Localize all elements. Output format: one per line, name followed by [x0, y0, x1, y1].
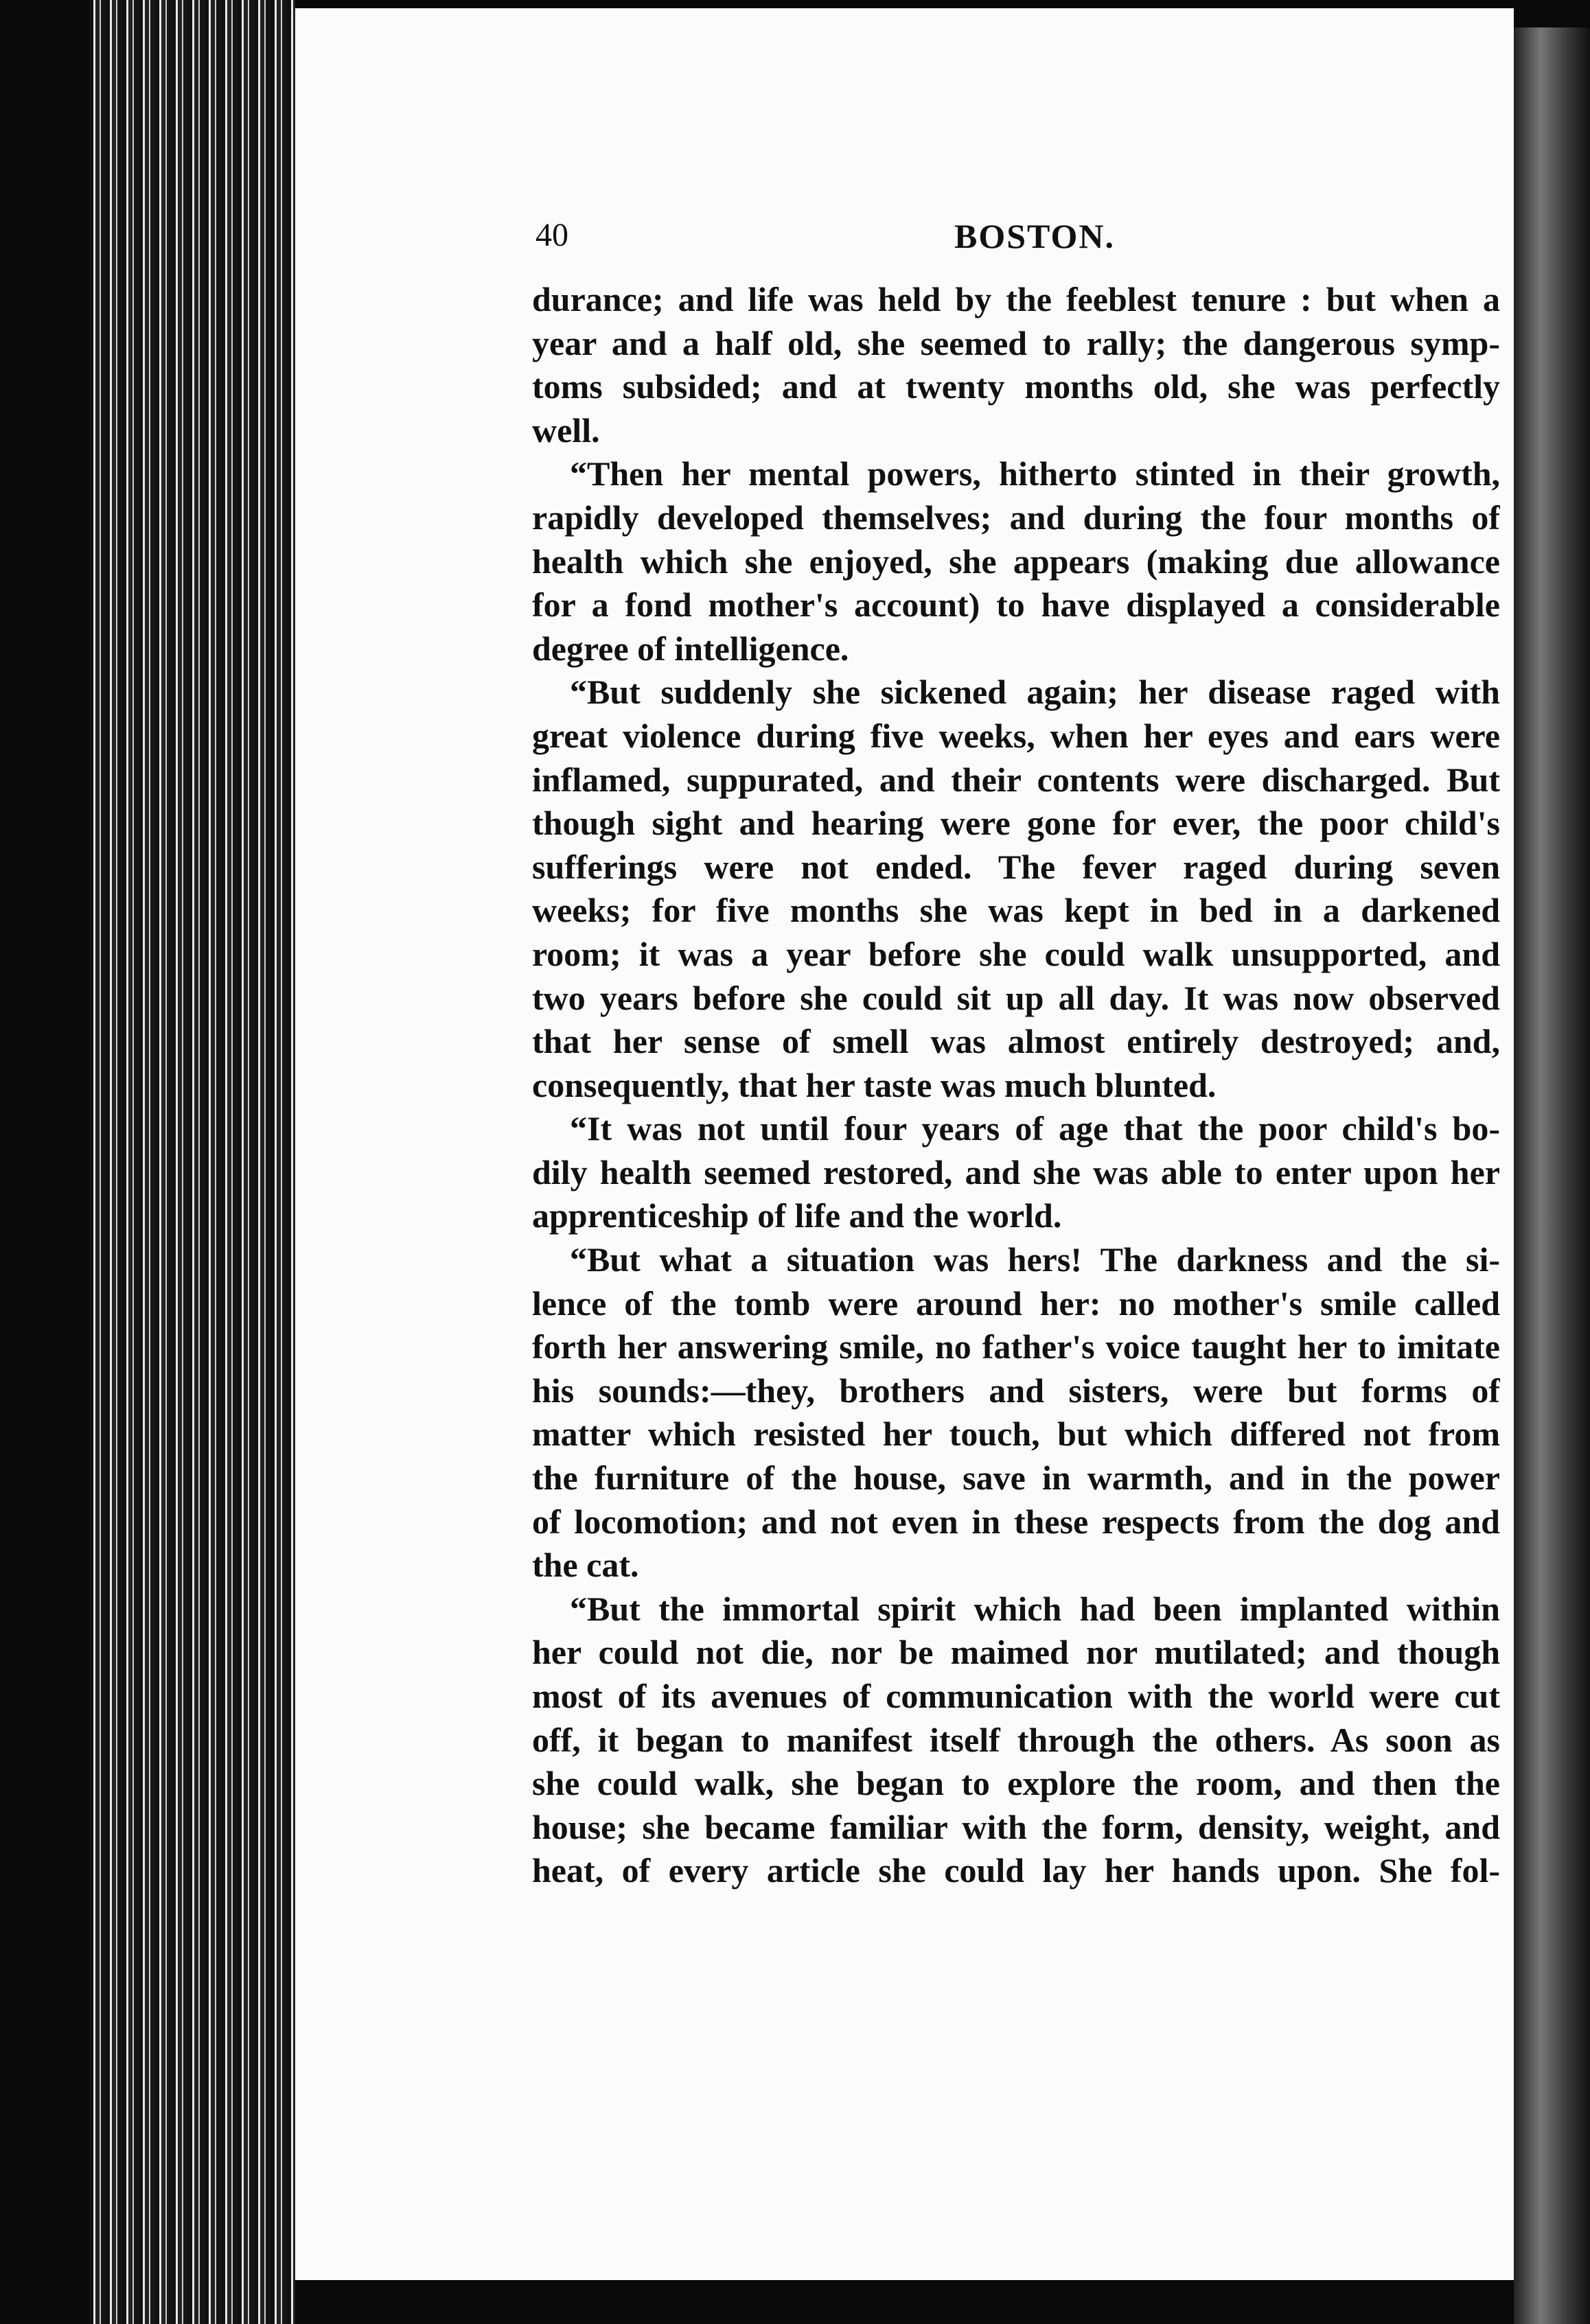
text-line: “Then her mental powers, hitherto stinted in their growth,	[570, 454, 1500, 493]
text-line: though sight and hearing were gone for ever, the poor child's	[532, 804, 1500, 843]
text-line: of locomotion; and not even in these respects from the dog and	[532, 1502, 1500, 1541]
book-binding-edge	[1514, 27, 1590, 2324]
text-line: durance; and life was held by the feeblest tenure : but when a	[532, 280, 1500, 318]
text-line: that her sense of smell was almost entirely destroyed; and,	[532, 1022, 1500, 1061]
text-line: for a fond mother's account) to have displayed a considerable	[532, 585, 1500, 625]
text-line: lence of the tomb were around her: no mother's smile called	[532, 1283, 1500, 1323]
text-line: “But the immortal spirit which had been implanted within	[570, 1589, 1500, 1628]
text-line: her could not die, nor be maimed nor mutilated; and though	[532, 1633, 1500, 1672]
text-line: “It was not until four years of age that the poor child's bo-	[570, 1109, 1500, 1148]
text-line: “But what a situation was hers! The darkness and the si-	[570, 1240, 1500, 1279]
text-line: two years before she could sit up all day. It was now observed	[532, 978, 1500, 1017]
page-header	[535, 216, 1510, 257]
text-line: health which she enjoyed, she appears (making due allowance	[532, 542, 1500, 581]
text-line: great violence during five weeks, when her eyes and ears were	[532, 716, 1500, 755]
text-line: “But suddenly she sickened again; her disease raged with	[570, 673, 1500, 712]
text-line: matter which resisted her touch, but which differed not from	[532, 1415, 1500, 1454]
text-line: she could walk, she began to explore the room, and then the	[532, 1764, 1500, 1803]
text-line: inflamed, suppurated, and their contents were discharged. But	[532, 760, 1500, 799]
text-line: off, it began to manifest itself through the others. As soon as	[532, 1720, 1500, 1759]
text-line: house; she became familiar with the form, density, weight, and	[532, 1807, 1500, 1846]
body-text	[532, 278, 1500, 1893]
text-line: apprenticeship of life and the world.	[532, 1196, 1062, 1235]
page-number: 40	[535, 217, 568, 253]
text-line: consequently, that her taste was much blunted.	[532, 1065, 1217, 1104]
book-page-edges	[89, 0, 295, 2324]
text-line: room; it was a year before she could walk unsupported, and	[532, 934, 1500, 973]
text-line: the cat.	[532, 1546, 639, 1585]
text-line: sufferings were not ended. The fever raged during seven	[532, 847, 1500, 886]
text-line: his sounds:—they, brothers and sisters, were but forms of	[532, 1371, 1500, 1410]
text-line: forth her answering smile, no father's voice taught her to imitate	[532, 1327, 1500, 1367]
text-line: heat, of every article she could lay her hands upon. She fol-	[532, 1851, 1500, 1890]
text-line: toms subsided; and at twenty months old, she was perfectly	[532, 367, 1500, 406]
text-line: the furniture of the house, save in warmth, and in the power	[532, 1459, 1500, 1498]
text-line: most of its avenues of communication with the world were cut	[532, 1677, 1500, 1715]
text-line: degree of intelligence.	[532, 629, 849, 668]
text-line: dily health seemed restored, and she was able to enter upon her	[532, 1152, 1500, 1192]
running-head: BOSTON.	[954, 217, 1115, 255]
text-line: weeks; for five months she was kept in bed in a darkened	[532, 891, 1500, 930]
text-line: rapidly developed themselves; and during the four months of	[532, 498, 1500, 537]
text-line: year and a half old, she seemed to rally; the dangerous symp-	[532, 323, 1500, 362]
text-line: well.	[532, 410, 600, 450]
